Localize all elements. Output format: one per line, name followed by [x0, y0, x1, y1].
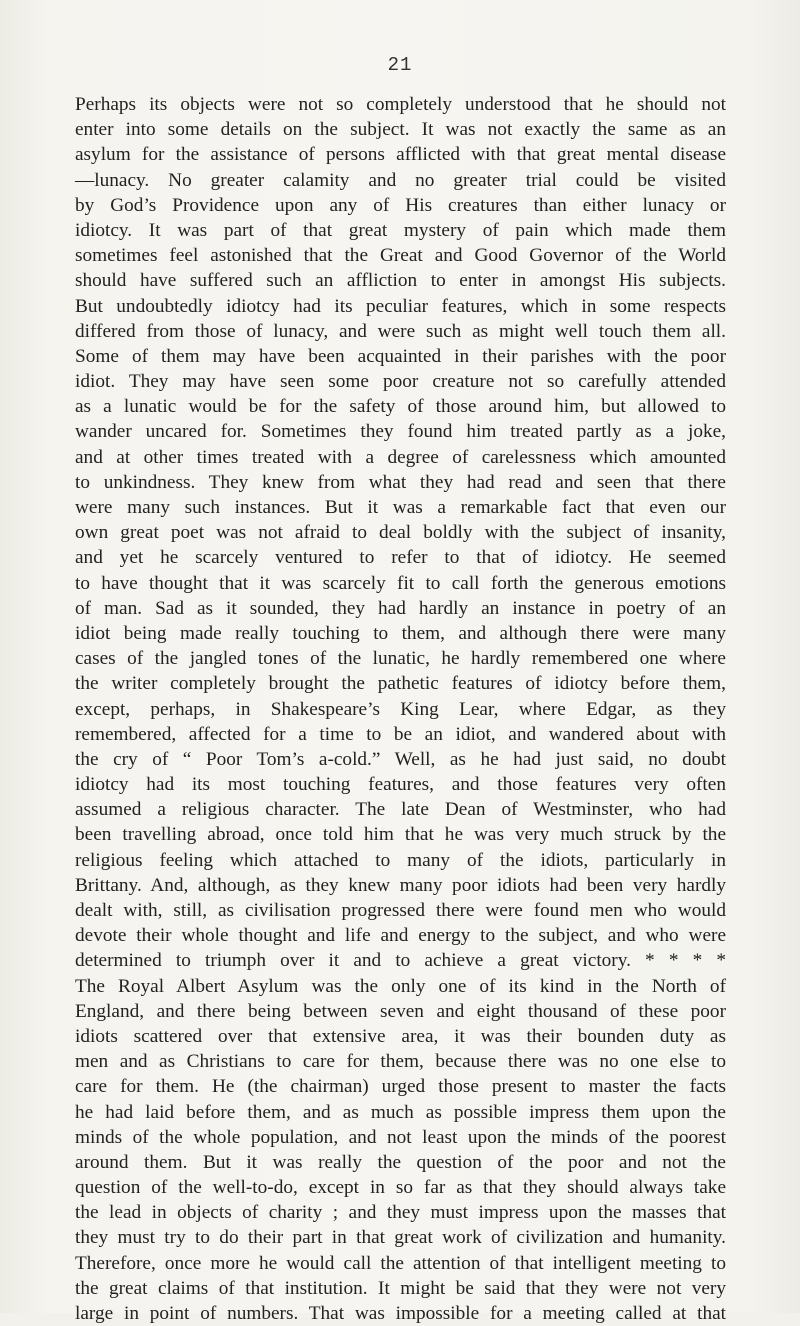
text-line: determined to triumph over it and to achieve a great victory. * * * * [75, 950, 726, 972]
text-line: England, and there being between seven and eight thousand of these poor [75, 1000, 726, 1022]
text-line: —lunacy. No greater calamity and no greater trial could be visited [75, 169, 726, 191]
text-line: to have thought that it was scarcely fit to call forth the generous emotions [75, 572, 726, 594]
text-line: as a lunatic would be for the safety of those around him, but allowed to [75, 396, 726, 418]
text-line: devote their whole thought and life and energy to the subject, and who were [75, 925, 726, 947]
text-line: by God’s Providence upon any of His creatures than either lunacy or [75, 194, 726, 216]
text-line: around them. But it was really the question of the poor and not the [75, 1151, 726, 1173]
text-line: Perhaps its objects were not so completely understood that he should not [75, 94, 726, 115]
page-number: 21 [387, 54, 413, 76]
text-line: sometimes feel astonished that the Great and Good Governor of the World [75, 245, 726, 267]
text-line: and yet he scarcely ventured to refer to that of idiotcy. He seemed [75, 547, 726, 569]
text-line: assumed a religious character. The late Dean of Westminster, who had [75, 799, 726, 821]
text-line: should have suffered such an affliction to enter in amongst His subjects. [75, 270, 726, 292]
text-line: they must try to do their part in that great work of civilization and humanity. [75, 1227, 726, 1249]
text-line: idiot being made really touching to them, and although there were many [75, 622, 726, 644]
text-line: But undoubtedly idiotcy had its peculiar features, which in some respects [75, 295, 726, 317]
text-line: Some of them may have been acquainted in their parishes with the poor [75, 345, 726, 367]
text-line: were many such instances. But it was a remarkable fact that even our [75, 497, 726, 518]
text-line: to unkindness. They knew from what they had read and seen that there [75, 471, 726, 493]
text-line: the writer completely brought the pathetic features of idiotcy before them, [75, 673, 726, 695]
text-line: differed from those of lunacy, and were such as might well touch them all. [75, 320, 726, 342]
text-line: except, perhaps, in Shakespeare’s King Lear, where Edgar, as they [75, 698, 726, 720]
text-line: dealt with, still, as civilisation progressed there were found men who would [75, 900, 726, 921]
text-line: asylum for the assistance of persons afflicted with that great mental disease [75, 144, 726, 166]
text-line: Therefore, once more he would call the attention of that intelligent meeting to [75, 1252, 726, 1274]
text-line: care for them. He (the chairman) urged those present to master the facts [75, 1076, 726, 1098]
text-line: been travelling abroad, once told him that he was very much struck by the [75, 824, 726, 846]
text-line: religious feeling which attached to many of the idiots, particularly in [75, 849, 726, 871]
text-line: The Royal Albert Asylum was the only one of its kind in the North of [75, 975, 726, 997]
text-line: Brittany. And, although, as they knew many poor idiots had been very hardly [75, 874, 726, 896]
text-line: idiotcy. It was part of that great mystery of pain which made them [75, 219, 726, 241]
text-line: own great poet was not afraid to deal boldly with the subject of insanity, [75, 522, 726, 544]
text-line: idiotcy had its most touching features, and those features very often [75, 774, 726, 796]
text-line: the great claims of that institution. It might be said that they were not very [75, 1277, 726, 1299]
text-line: of man. Sad as it sounded, they had hardly an instance in poetry of an [75, 597, 726, 619]
text-line: idiots scattered over that extensive area, it was their bounden duty as [75, 1025, 726, 1047]
text-line: remembered, affected for a time to be an idiot, and wandered about with [75, 723, 726, 745]
text-line: question of the well-to-do, except in so far as that they should always take [75, 1177, 726, 1199]
body-text [75, 92, 726, 1326]
text-line: he had laid before them, and as much as possible impress them upon the [75, 1101, 726, 1123]
text-line: the cry of “ Poor Tom’s a-cold.” Well, as he had just said, no doubt [75, 748, 726, 770]
text-line: the lead in objects of charity ; and they must impress upon the masses that [75, 1202, 726, 1224]
text-line: idiot. They may have seen some poor creature not so carefully attended [75, 371, 726, 393]
text-line: minds of the whole population, and not least upon the minds of the poorest [75, 1126, 726, 1148]
text-line: large in point of numbers. That was impossible for a meeting called at that [75, 1303, 726, 1324]
text-line: and at other times treated with a degree of carelessness which amounted [75, 446, 726, 468]
text-line: wander uncared for. Sometimes they found him treated partly as a joke, [75, 421, 726, 443]
text-line: cases of the jangled tones of the lunatic, he hardly remembered one where [75, 648, 726, 670]
text-line: men and as Christians to care for them, because there was no one else to [75, 1051, 726, 1073]
text-line: enter into some details on the subject. It was not exactly the same as an [75, 119, 726, 141]
